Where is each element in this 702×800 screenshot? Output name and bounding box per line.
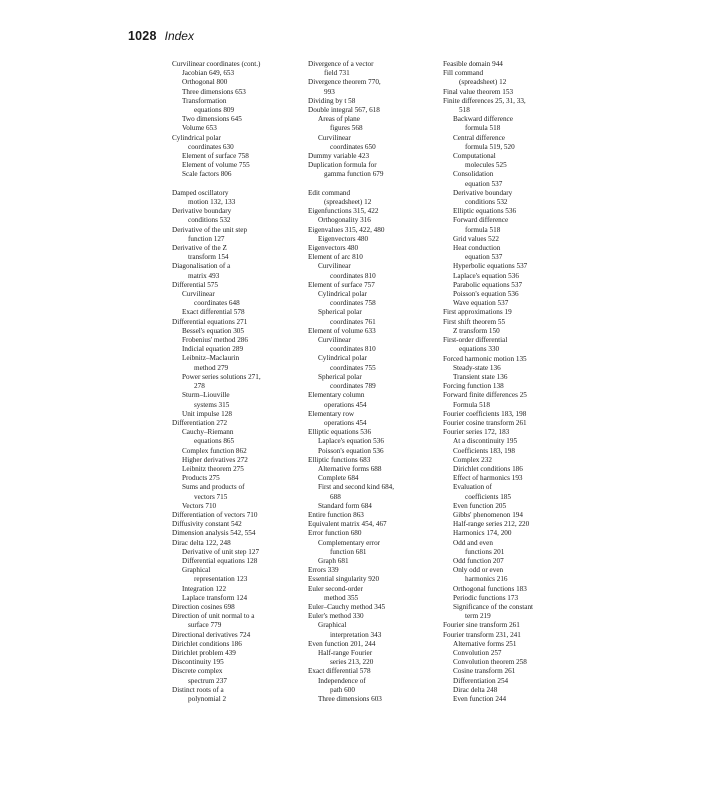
index-subentry: Half-range Fourier <box>318 648 373 657</box>
index-column-3 <box>443 60 581 704</box>
index-entry: Elementary column <box>308 391 365 400</box>
index-entry-continuation: operations 454 <box>324 418 367 427</box>
group-spacer <box>308 180 446 189</box>
index-entry: Diffusivity constant 542 <box>172 520 242 529</box>
index-entry: Even function 201, 244 <box>308 639 376 648</box>
index-subentry: Differential equations 128 <box>182 556 258 565</box>
index-entry: Differentiation 272 <box>172 418 228 427</box>
index-entry-continuation: function 127 <box>188 234 225 243</box>
index-entry: Elliptic equations 536 <box>308 428 372 437</box>
index-subentry: Harmonics 174, 200 <box>453 529 512 538</box>
index-entry: Differential 575 <box>172 280 218 289</box>
index-subentry: Curvilinear <box>318 336 351 345</box>
index-entry-continuation: method 355 <box>324 593 359 602</box>
index-subentry: Integration 122 <box>182 584 227 593</box>
index-entry-continuation: vectors 715 <box>194 492 228 501</box>
index-entry: Dimension analysis 542, 554 <box>172 529 256 538</box>
index-entry: Derivative of the Z <box>172 244 227 253</box>
index-subentry: Frobenius' method 286 <box>182 336 248 345</box>
index-entry-continuation: matrix 493 <box>188 271 220 280</box>
index-subentry: Half-range series 212, 220 <box>453 520 530 529</box>
index-entry-continuation: representation 123 <box>194 575 248 584</box>
index-subentry: Wave equation 537 <box>453 299 509 308</box>
index-subentry: Z transform 150 <box>453 326 500 335</box>
index-entry: Final value theorem 153 <box>443 87 514 96</box>
index-subentry: Leibnitz theorem 275 <box>182 464 244 473</box>
index-entry: Fourier transform 231, 241 <box>443 630 521 639</box>
index-subentry: Spherical polar <box>318 308 362 317</box>
index-entry: Discrete complex <box>172 667 223 676</box>
index-entry-continuation: field 731 <box>324 69 350 78</box>
index-subentry: At a discontinuity 195 <box>453 437 518 446</box>
index-entry-continuation: coordinates 758 <box>330 299 376 308</box>
index-entry-continuation: coordinates 650 <box>330 142 376 151</box>
index-subentry: Even function 205 <box>453 501 507 510</box>
index-entry: Duplication formula for <box>308 161 377 170</box>
index-entry: Finite differences 25, 31, 33, <box>443 96 526 105</box>
index-entry: Errors 339 <box>308 566 339 575</box>
index-entry-continuation: conditions 532 <box>465 198 508 207</box>
index-subentry: Alternative forms 251 <box>453 639 517 648</box>
index-column-1 <box>172 60 310 704</box>
index-subentry: Complex function 862 <box>182 446 247 455</box>
index-subentry: Consolidation <box>453 170 494 179</box>
index-entry-continuation: coordinates 755 <box>330 363 376 372</box>
index-subentry: Areas of plane <box>318 115 360 124</box>
index-entry-continuation: polynomial 2 <box>188 695 227 703</box>
index-entry: Eigenfunctions 315, 422 <box>308 207 379 216</box>
index-entry-continuation: coordinates 630 <box>188 142 234 151</box>
index-entry-continuation: gamma function 679 <box>324 170 384 179</box>
index-entry: First approximations 19 <box>443 308 512 317</box>
index-entry: Fourier coefficients 183, 198 <box>443 409 527 418</box>
index-subentry: Coefficients 183, 198 <box>453 446 515 455</box>
index-entry: Differential equations 271 <box>172 317 248 326</box>
index-subentry: Poisson's equation 536 <box>318 446 384 455</box>
index-entry-continuation: functions 201 <box>465 547 505 556</box>
index-entry: Dirichlet conditions 186 <box>172 639 242 648</box>
index-entry: Fourier cosine transform 261 <box>443 418 527 427</box>
index-subentry: Curvilinear <box>318 133 351 142</box>
index-entry: Error function 680 <box>308 529 362 538</box>
index-entry-continuation: (spreadsheet) 12 <box>324 198 372 207</box>
index-entry: Cylindrical polar <box>172 133 221 142</box>
index-entry: Direction cosines 698 <box>172 602 235 611</box>
index-entry: Elliptic functions 683 <box>308 455 371 464</box>
index-subentry: Complex 232 <box>453 455 492 464</box>
index-entry-continuation: systems 315 <box>194 400 230 409</box>
index-subentry: Indicial equation 289 <box>182 345 244 354</box>
index-entry-continuation: surface 779 <box>188 621 222 630</box>
index-entry: Element of volume 633 <box>308 326 376 335</box>
index-subentry: Formula 518 <box>453 400 490 409</box>
index-subentry: Derivative boundary <box>453 188 513 197</box>
index-subentry: Jacobian 649, 653 <box>182 69 235 78</box>
index-entry: Eigenvalues 315, 422, 480 <box>308 225 385 234</box>
index-entry-continuation: formula 518 <box>465 225 501 234</box>
index-subentry: First and second kind 684, <box>318 483 395 492</box>
index-entry: Damped oscillatory <box>172 188 229 197</box>
index-subentry: Bessel's equation 305 <box>182 326 244 335</box>
index-entry-continuation: motion 132, 133 <box>188 198 236 207</box>
index-entry: Forced harmonic motion 135 <box>443 354 527 363</box>
index-subentry: Eigenvectors 480 <box>318 234 369 243</box>
index-entry-continuation: coordinates 761 <box>330 317 376 326</box>
index-subentry: Orthogonality 316 <box>318 216 371 225</box>
index-subentry: Graph 681 <box>318 556 349 565</box>
index-subentry: Element of volume 755 <box>182 161 250 170</box>
index-subentry: Alternative forms 688 <box>318 464 382 473</box>
index-subentry: Laplace's equation 536 <box>318 437 384 446</box>
index-subentry: Odd function 207 <box>453 556 504 565</box>
index-entry-continuation: path 600 <box>330 685 355 694</box>
index-entry-continuation: equation 537 <box>465 253 503 262</box>
index-entry: Element of surface 757 <box>308 280 375 289</box>
index-subentry: Transformation <box>182 96 227 105</box>
index-subentry: Gibbs' phenomenon 194 <box>453 510 523 519</box>
index-subentry: Differentiation 254 <box>453 676 509 685</box>
index-entry: Dirac delta 122, 248 <box>172 538 231 547</box>
index-subentry: Parabolic equations 537 <box>453 280 523 289</box>
index-entry-continuation: formula 519, 520 <box>465 142 515 151</box>
index-entry: Fourier series 172, 183 <box>443 428 510 437</box>
index-entry: Equivalent matrix 454, 467 <box>308 520 387 529</box>
index-subentry: Computational <box>453 152 496 161</box>
index-subentry: Unit impulse 128 <box>182 409 232 418</box>
index-entry: Derivative of the unit step <box>172 225 248 234</box>
index-entry: Elementary row <box>308 409 355 418</box>
index-entry: Fill command <box>443 69 484 78</box>
index-subentry: Backward difference <box>453 115 513 124</box>
index-entry-continuation: equations 865 <box>194 437 235 446</box>
index-entry-continuation: 688 <box>330 492 341 501</box>
index-subentry: Forward difference <box>453 216 509 225</box>
index-subentry: Cylindrical polar <box>318 290 367 299</box>
index-subentry: Power series solutions 271, <box>182 372 261 381</box>
index-entry-continuation: coordinates 810 <box>330 345 376 354</box>
index-entry: First-order differential <box>443 336 508 345</box>
index-subentry: Central difference <box>453 133 505 142</box>
index-subentry: Elliptic equations 536 <box>453 207 517 216</box>
index-entry-continuation: operations 454 <box>324 400 367 409</box>
index-entry-continuation: 993 <box>324 87 335 96</box>
index-entry-continuation: molecules 525 <box>465 161 507 170</box>
index-entry: Discontinuity 195 <box>172 658 224 667</box>
index-column-2 <box>308 60 446 704</box>
index-entry-continuation: equations 330 <box>459 345 500 354</box>
index-subentry: Orthogonal 800 <box>182 78 228 87</box>
index-entry-continuation: 518 <box>459 106 470 115</box>
index-entry: Euler second-order <box>308 584 363 593</box>
index-entry: Dirichlet problem 439 <box>172 648 236 657</box>
index-subentry: Orthogonal functions 183 <box>453 584 527 593</box>
index-subentry: Products 275 <box>182 474 220 483</box>
index-entry: Entire function 863 <box>308 510 364 519</box>
index-subentry: Complete 684 <box>318 474 359 483</box>
group-spacer <box>172 180 310 189</box>
index-entry: Essential singularity 920 <box>308 575 380 584</box>
index-subentry: Hyperbolic equations 537 <box>453 262 528 271</box>
index-entry: Exact differential 578 <box>308 667 371 676</box>
index-subentry: Derivative of unit step 127 <box>182 547 260 556</box>
index-entry: Edit command <box>308 188 351 197</box>
index-subentry: Dirac delta 248 <box>453 685 498 694</box>
page-header <box>128 29 194 43</box>
index-subentry: Three dimensions 653 <box>182 87 246 96</box>
index-entry-continuation: series 213, 220 <box>330 658 374 667</box>
index-entry: Curvilinear coordinates (cont.) <box>172 60 261 68</box>
index-subentry: Graphical <box>182 566 211 575</box>
index-entry-continuation: figures 568 <box>330 124 363 133</box>
index-entry: Derivative boundary <box>172 207 232 216</box>
index-subentry: Independence of <box>318 676 366 685</box>
index-subentry: Spherical polar <box>318 372 362 381</box>
index-entry: Double integral 567, 618 <box>308 106 380 115</box>
index-subentry: Odd and even <box>453 538 493 547</box>
index-entry: Forcing function 138 <box>443 382 504 391</box>
index-subentry: Standard form 684 <box>318 501 372 510</box>
index-subentry: Leibnitz–Maclaurin <box>182 354 240 363</box>
index-entry: Fourier sine transform 261 <box>443 621 520 630</box>
index-entry-continuation: coordinates 810 <box>330 271 376 280</box>
index-entry: Forward finite differences 25 <box>443 391 527 400</box>
index-subentry: Complementary error <box>318 538 381 547</box>
index-subentry: Volume 653 <box>182 124 217 133</box>
index-entry-continuation: (spreadsheet) 12 <box>459 78 507 87</box>
index-subentry: Convolution 257 <box>453 649 502 657</box>
index-subentry: Heat conduction <box>453 244 501 253</box>
index-subentry: Vectors 710 <box>182 501 217 510</box>
index-entry-continuation: coordinates 648 <box>194 299 240 308</box>
index-entry: Dummy variable 423 <box>308 152 370 161</box>
index-subentry: Exact differential 578 <box>182 308 245 317</box>
index-entry: Directional derivatives 724 <box>172 630 251 639</box>
index-entry-continuation: coordinates 789 <box>330 382 376 391</box>
page-number: 1028 <box>128 29 157 43</box>
index-entry-continuation: equation 537 <box>465 179 503 188</box>
index-subentry: Curvilinear <box>182 290 215 299</box>
index-subentry: Effect of harmonics 193 <box>453 474 523 483</box>
index-entry: Euler–Cauchy method 345 <box>308 602 386 611</box>
index-subentry: Dirichlet conditions 186 <box>453 464 523 473</box>
index-entry: Euler's method 330 <box>308 612 364 621</box>
index-subentry: Cosine transform 261 <box>453 667 516 676</box>
index-entry-continuation: method 279 <box>194 363 229 372</box>
index-entry: Feasible domain 944 <box>443 60 503 68</box>
index-entry-continuation: transform 154 <box>188 253 229 262</box>
index-subentry: Laplace's equation 536 <box>453 271 519 280</box>
index-entry: Element of arc 810 <box>308 253 363 262</box>
index-subentry: Transient state 136 <box>453 372 508 381</box>
index-entry-continuation: interpretation 343 <box>330 630 382 639</box>
index-subentry: Graphical <box>318 621 347 630</box>
index-subentry: Grid values 522 <box>453 234 499 243</box>
index-entry-continuation: formula 518 <box>465 124 501 133</box>
index-subentry: Convolution theorem 258 <box>453 658 527 667</box>
index-subentry: Cylindrical polar <box>318 354 367 363</box>
index-subentry: Periodic functions 173 <box>453 593 519 602</box>
index-subentry: Higher derivatives 272 <box>182 455 248 464</box>
index-subentry: Steady-state 136 <box>453 363 501 372</box>
index-subentry: Scale factors 806 <box>182 170 232 179</box>
index-entry: Differentiation of vectors 710 <box>172 510 258 519</box>
index-entry: Dividing by t 58 <box>308 96 356 105</box>
index-entry: Divergence theorem 770, <box>308 78 381 87</box>
index-entry: Direction of unit normal to a <box>172 612 255 621</box>
index-subentry: Even function 244 <box>453 695 507 704</box>
index-subentry: Poisson's equation 536 <box>453 290 519 299</box>
index-subentry: Three dimensions 603 <box>318 695 382 703</box>
index-subentry: Evaluation of <box>453 483 492 492</box>
index-entry: First shift theorem 55 <box>443 317 506 326</box>
index-entry-continuation: coefficients 185 <box>465 492 511 501</box>
page-title: Index <box>164 29 194 43</box>
index-entry-continuation: conditions 532 <box>188 216 231 225</box>
index-entry-continuation: equations 809 <box>194 106 235 115</box>
index-entry-continuation: 278 <box>194 382 205 391</box>
index-subentry: Only odd or even <box>453 566 504 575</box>
index-entry: Distinct roots of a <box>172 685 224 694</box>
index-entry-continuation: function 681 <box>330 547 367 556</box>
index-subentry: Element of surface 758 <box>182 152 249 161</box>
index-subentry: Sums and products of <box>182 483 245 492</box>
index-entry: Diagonalisation of a <box>172 262 231 271</box>
index-subentry: Sturm–Liouville <box>182 391 230 400</box>
index-subentry: Significance of the constant <box>453 602 534 611</box>
index-subentry: Laplace transform 124 <box>182 593 248 602</box>
index-entry-continuation: spectrum 237 <box>188 676 227 685</box>
index-entry: Eigenvectors 480 <box>308 244 359 253</box>
index-subentry: Cauchy–Riemann <box>182 428 234 437</box>
index-subentry: Two dimensions 645 <box>182 115 242 124</box>
index-entry-continuation: term 219 <box>465 612 491 621</box>
index-subentry: Curvilinear <box>318 262 351 271</box>
index-entry-continuation: harmonics 216 <box>465 575 508 584</box>
index-entry: Divergence of a vector <box>308 60 374 68</box>
